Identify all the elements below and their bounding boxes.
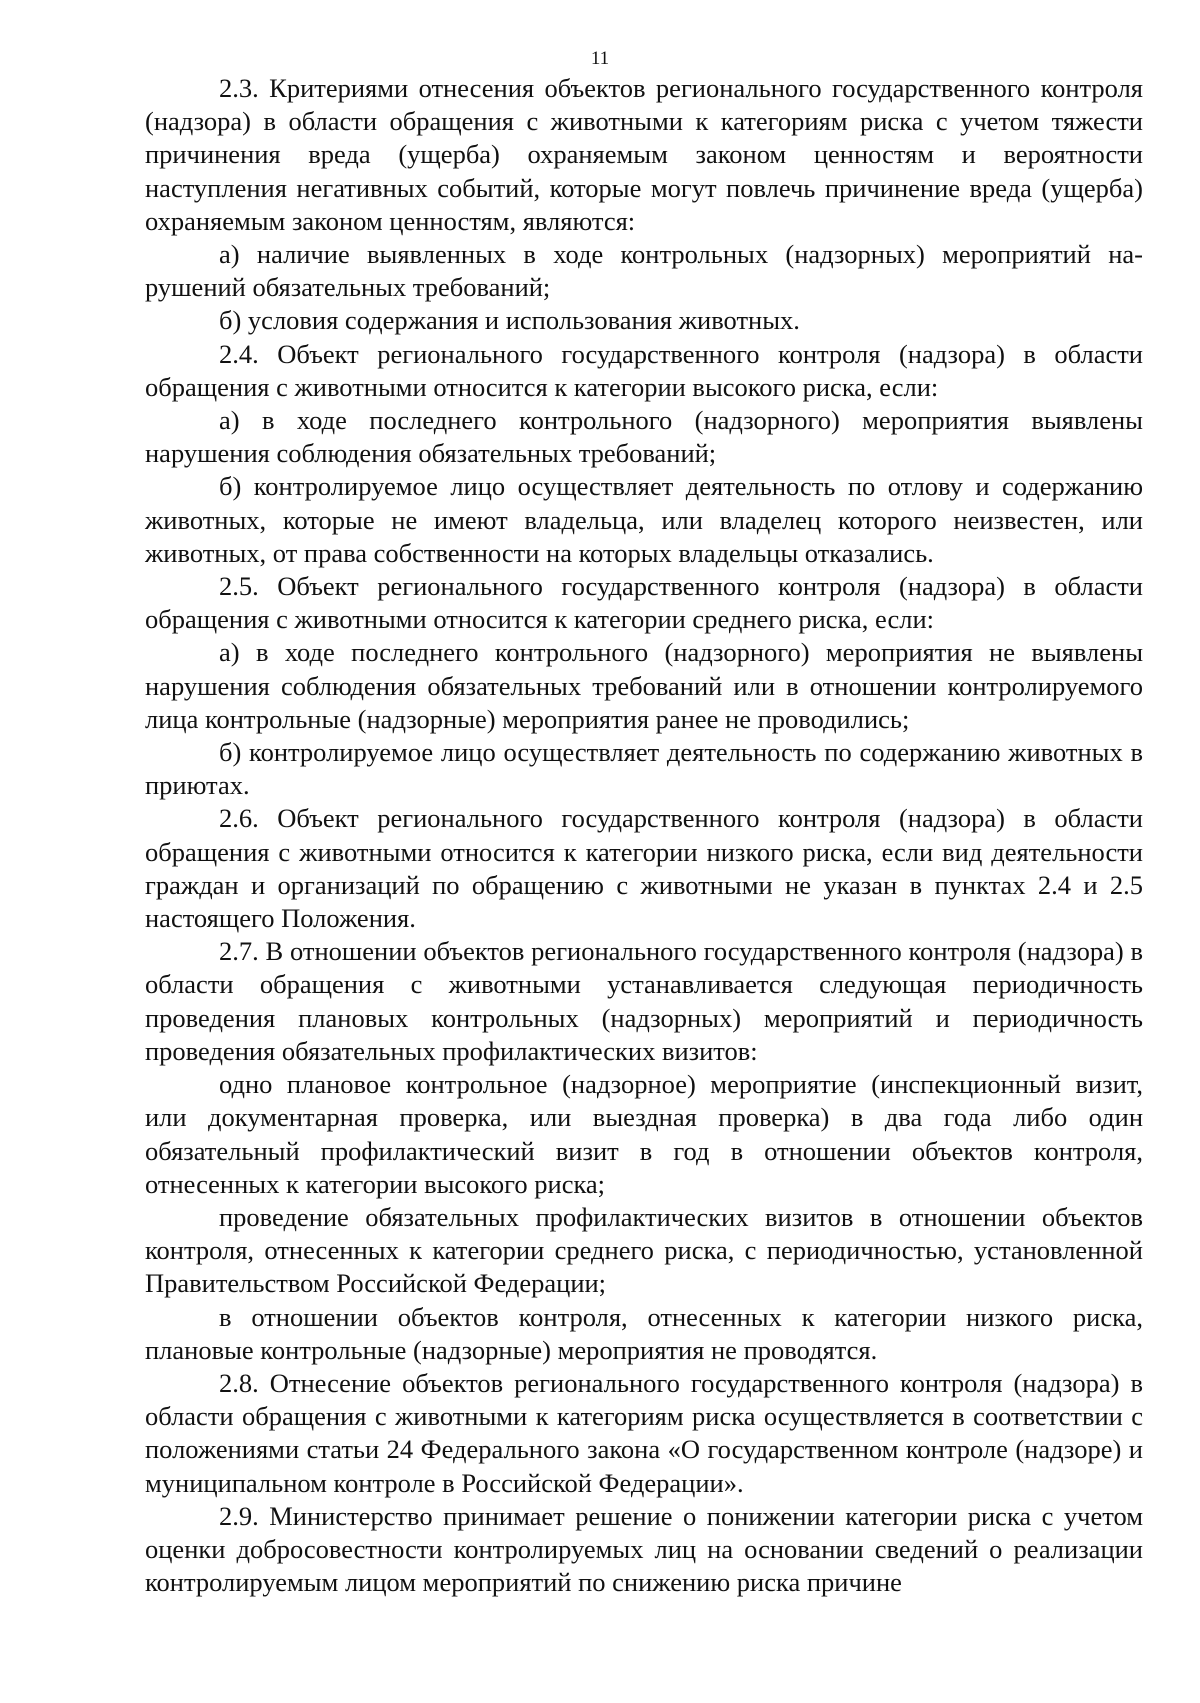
- paragraph-2-5-b: б) контролируемое лицо осуществляет деятельность по содержанию животных в приютах.: [145, 737, 1143, 801]
- paragraph-2-8: 2.8. Отнесение объектов регионального государственного контроля (надзора) в области обращения с животными к категориям риска осуществляется в соответствии с положениями статьи 24 Федерального закона «О государственном контроле (надзоре) и муниципальном контроле в Российской Федерации».: [145, 1367, 1143, 1498]
- paragraph-2-7-item-2: проведение обязательных профилактических визитов в отношении объектов контроля, отнесенных к категории среднего риска, с периодичностью, установленной Правительством Российской Федерации;: [145, 1201, 1143, 1299]
- paragraph-2-9: 2.9. Министерство принимает решение о понижении категории риска с учетом оценки добросовестности контролируемых лиц на основании сведений о реализации контролируемым лицом мероприятий по снижению риска причине: [145, 1500, 1143, 1598]
- document-body: [145, 72, 1143, 1599]
- paragraph-2-6: 2.6. Объект регионального государственного контроля (надзора) в области обращения с животными относится к категории низкого риска, если вид деятельности граждан и организаций по обращению с животными не указан в пунктах 2.4 и 2.5 настоящего Положения.: [145, 803, 1143, 934]
- paragraph-2-4: 2.4. Объект регионального государственного контроля (надзора) в области обращения с животными относится к категории высокого риска, если:: [145, 338, 1143, 402]
- page-number: 11: [590, 48, 610, 69]
- paragraph-2-7: 2.7. В отношении объектов регионального государственного контроля (надзора) в области обращения с животными устанавливается следующая периодичность проведения плановых контрольных (надзорных) мероприятий и периодичность проведения обязательных профилактических визитов:: [145, 936, 1143, 1066]
- paragraph-2-4-a: а) в ходе последнего контрольного (надзорного) мероприятия выявлены нарушения соблюдения обязательных требований;: [145, 405, 1143, 469]
- paragraph-2-7-item-1: одно плановое контрольное (надзорное) мероприятие (инспекционный визит, или документарная проверка, или выездная проверка) в два года либо один обязательный профилактический визит в год в отношении объектов контроля, отнесенных к категории высокого риска;: [145, 1069, 1143, 1199]
- paragraph-2-4-b: б) контролируемое лицо осуществляет деятельность по отлову и содержанию животных, которые не имеют владельца, или владелец которого неизвестен, или животных, от права собственности на которых владельцы отказались.: [145, 471, 1143, 568]
- paragraph-2-5: 2.5. Объект регионального государственного контроля (надзора) в области обращения с животными относится к категории среднего риска, если:: [145, 571, 1143, 635]
- paragraph-2-3-a: а) наличие выявленных в ходе контрольных (надзорных) мероприятий нарушений обязательных требований;: [145, 239, 1143, 303]
- paragraph-2-7-item-3: в отношении объектов контроля, отнесенных к категории низкого риска, плановые контрольные (надзорные) мероприятия не проводятся.: [145, 1301, 1143, 1365]
- paragraph-2-5-a: а) в ходе последнего контрольного (надзорного) мероприятия не выявлены нарушения соблюдения обязательных требований или в отношении контролируемого лица контрольные (надзорные) мероприятия ранее не проводились;: [145, 637, 1143, 734]
- paragraph-2-3: 2.3. Критериями отнесения объектов регионального государственного контроля (надзора) в области обращения с животными к категориям риска с учетом тяжести причинения вреда (ущерба) охраняемым законом ценностям и вероятности наступления негативных событий, которые могут повлечь причинение вреда (ущерба) охраняемым законом ценностям, являются:: [145, 73, 1143, 236]
- paragraph-2-3-b: б) условия содержания и использования животных.: [219, 305, 800, 336]
